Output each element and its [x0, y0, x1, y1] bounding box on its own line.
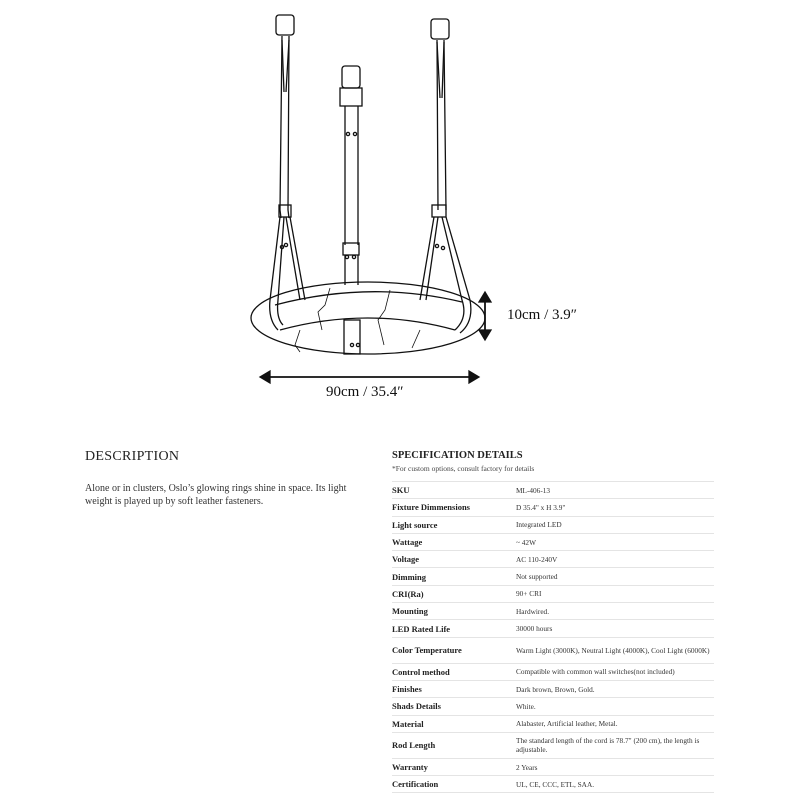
height-dimension-label: 10cm / 3.9″ — [507, 307, 577, 323]
spec-row — [392, 568, 714, 585]
spec-value: UL, CE, CCC, ETL, SAA. — [516, 776, 714, 793]
spec-label: Rod Length — [392, 732, 516, 758]
spec-label: Warranty — [392, 758, 516, 775]
spec-value: The standard length of the cord is 78.7" (200 cm), the length is adjustable. — [516, 732, 714, 758]
spec-value: ~ 42W — [516, 533, 714, 550]
spec-row — [392, 758, 714, 775]
spec-value: AC 110-240V — [516, 551, 714, 568]
spec-value: Alabaster, Artificial leather, Metal. — [516, 715, 714, 732]
spec-row — [392, 499, 714, 516]
spec-table — [392, 481, 714, 793]
spec-row — [392, 585, 714, 602]
spec-value: White. — [516, 698, 714, 715]
left-canopy — [276, 15, 294, 35]
center-canopy — [342, 66, 360, 88]
spec-label: Fixture Dimmensions — [392, 499, 516, 516]
spec-value: 30000 hours — [516, 620, 714, 637]
spec-row — [392, 603, 714, 620]
spec-label: SKU — [392, 482, 516, 499]
center-strap — [345, 106, 358, 245]
spec-row — [392, 551, 714, 568]
spec-label: CRI(Ra) — [392, 585, 516, 602]
spec-row — [392, 732, 714, 758]
spec-label: Color Temperature — [392, 637, 516, 663]
spec-value: D 35.4" x H 3.9" — [516, 499, 714, 516]
spec-row — [392, 620, 714, 637]
center-buckle — [340, 88, 362, 106]
width-dimension-label: 90cm / 35.4″ — [326, 384, 404, 400]
spec-row — [392, 516, 714, 533]
spec-label: Light source — [392, 516, 516, 533]
spec-label: LED Rated Life — [392, 620, 516, 637]
description-heading: DESCRIPTION — [85, 449, 180, 464]
spec-label: Control method — [392, 663, 516, 680]
spec-value: Dark brown, Brown, Gold. — [516, 680, 714, 697]
spec-row — [392, 533, 714, 550]
spec-value: 2 Years — [516, 758, 714, 775]
spec-value: 90+ CRI — [516, 585, 714, 602]
spec-row — [392, 663, 714, 680]
spec-value: Integrated LED — [516, 516, 714, 533]
spec-row — [392, 637, 714, 663]
spec-value: Warm Light (3000K), Neutral Light (4000K), Cool Light (6000K) — [516, 637, 714, 663]
spec-row — [392, 715, 714, 732]
spec-row — [392, 482, 714, 499]
right-canopy — [431, 19, 449, 39]
spec-label: Finishes — [392, 680, 516, 697]
spec-label: Material — [392, 715, 516, 732]
spec-value: ML-406-13 — [516, 482, 714, 499]
spec-label: Wattage — [392, 533, 516, 550]
spec-note: *For custom options, consult factory for details — [392, 464, 535, 473]
spec-heading: SPECIFICATION DETAILS — [392, 450, 523, 461]
spec-label: Dimming — [392, 568, 516, 585]
spec-label: Certification — [392, 776, 516, 793]
spec-value: Compatible with common wall switches(not included) — [516, 663, 714, 680]
spec-row — [392, 698, 714, 715]
spec-row — [392, 776, 714, 793]
spec-value: Not supported — [516, 568, 714, 585]
spec-row — [392, 680, 714, 697]
description-text: Alone or in clusters, Oslo’s glowing rings shine in space. Its light weight is played up by soft leather fasteners. — [85, 483, 347, 507]
spec-label: Voltage — [392, 551, 516, 568]
spec-label: Mounting — [392, 603, 516, 620]
ring-front-strap — [344, 320, 360, 354]
spec-label: Shads Details — [392, 698, 516, 715]
spec-value: Hardwired. — [516, 603, 714, 620]
